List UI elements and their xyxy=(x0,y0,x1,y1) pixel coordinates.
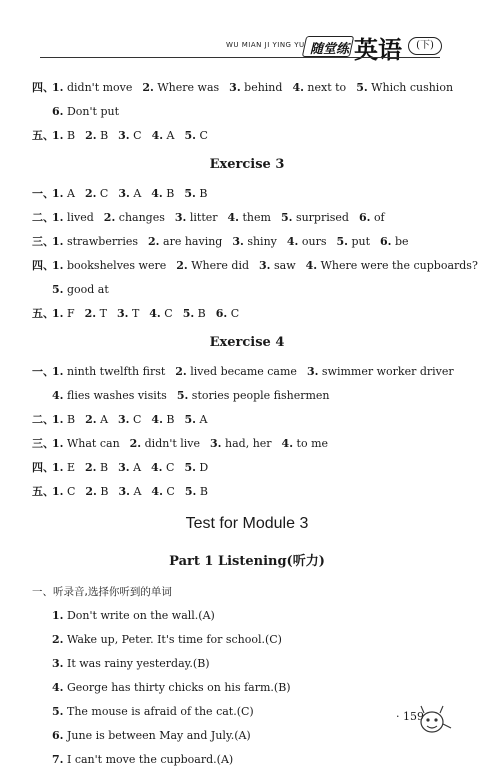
answer-number: 5. xyxy=(176,389,189,402)
answer-number: 5. xyxy=(336,235,348,248)
answer-item xyxy=(152,129,175,142)
item-number: 1. xyxy=(52,609,64,622)
section-label: 五、 xyxy=(32,129,54,142)
answer-number: 1. xyxy=(52,235,64,248)
answer-item xyxy=(52,485,75,498)
section-label: 五、 xyxy=(32,307,54,320)
answer-number: 2. xyxy=(85,485,97,498)
answer-number: 2. xyxy=(176,259,188,272)
answer-item xyxy=(176,259,249,272)
answer-number: 2. xyxy=(84,187,97,200)
answer-item xyxy=(185,129,208,142)
answer-number: 4. xyxy=(151,187,163,200)
answer-text: B xyxy=(100,461,109,474)
answer-item xyxy=(52,413,75,426)
answer-number: 5. xyxy=(184,187,196,200)
answer-item xyxy=(380,235,409,248)
logo-volume: (下) xyxy=(408,37,442,55)
answer-text: behind xyxy=(244,81,283,94)
answer-text: didn't live xyxy=(144,437,201,450)
section-label: 五、 xyxy=(32,485,54,498)
section-label: 三、 xyxy=(32,235,54,248)
answer-row xyxy=(32,432,462,456)
answer-text: strawberries xyxy=(66,235,139,248)
answer-text: What can xyxy=(66,437,120,450)
answer-number: 4. xyxy=(151,129,164,142)
answer-number: 4. xyxy=(151,461,163,474)
answer-number: 5. xyxy=(184,485,197,498)
answer-item xyxy=(118,129,141,142)
answer-text: B xyxy=(197,307,206,320)
answer-number: 3. xyxy=(174,211,187,224)
answer-item xyxy=(130,437,200,450)
answer-text: B xyxy=(166,413,175,426)
answer-content xyxy=(32,76,478,772)
answer-item xyxy=(52,365,165,378)
answer-text: flies washes visits xyxy=(66,389,167,402)
answer-number: 1. xyxy=(52,413,64,426)
answer-text: E xyxy=(66,461,76,474)
answer-text: F xyxy=(66,307,75,320)
answer-text: C xyxy=(66,485,76,498)
answer-text: are having xyxy=(163,235,223,248)
answer-item xyxy=(118,413,141,426)
answer-item xyxy=(118,461,141,474)
answer-item xyxy=(85,187,108,200)
answer-row-continued xyxy=(32,384,462,408)
answer-text: B xyxy=(100,485,109,498)
answer-text: saw xyxy=(274,259,296,272)
answer-item xyxy=(52,283,109,296)
answer-number: 6. xyxy=(380,235,392,248)
module-title: Test for Module 3 xyxy=(185,515,309,532)
answer-number: 4. xyxy=(151,485,163,498)
answer-text: Don't put xyxy=(66,105,119,118)
item-number: 5. xyxy=(52,705,64,718)
section-label: 四、 xyxy=(32,259,54,272)
answer-number: 1. xyxy=(52,211,64,224)
answer-text: D xyxy=(199,461,209,474)
answer-item xyxy=(104,211,165,224)
answer-number: 3. xyxy=(118,129,130,142)
section-label: 二、 xyxy=(32,413,54,426)
answer-text: A xyxy=(66,187,75,200)
item-text: The mouse is afraid of the cat.(C) xyxy=(66,705,254,718)
header-pinyin: WU MIAN JI YING YU xyxy=(226,41,305,49)
answer-text: lived became came xyxy=(190,365,297,378)
part-title: Part 1 Listening(听力) xyxy=(169,554,325,569)
answer-text: C xyxy=(230,307,240,320)
answer-text: C xyxy=(166,485,175,498)
answer-number: 1. xyxy=(52,307,64,320)
answer-number: 1. xyxy=(52,187,64,200)
answer-item xyxy=(359,211,385,224)
answer-number: 3. xyxy=(306,365,319,378)
exercise-heading: Exercise 3 xyxy=(209,157,285,172)
answer-row-continued xyxy=(32,278,462,302)
answer-row xyxy=(32,456,462,480)
listening-item xyxy=(32,676,462,700)
answer-text: bookshelves were xyxy=(66,259,167,272)
item-number: 6. xyxy=(52,729,64,742)
answer-number: 3. xyxy=(116,307,129,320)
answer-item xyxy=(151,485,174,498)
answer-item xyxy=(287,235,327,248)
answer-text: C xyxy=(133,129,142,142)
cartoon-mascot-icon xyxy=(412,702,454,736)
answer-text: T xyxy=(131,307,140,320)
answer-text: B xyxy=(166,187,175,200)
answer-number: 2. xyxy=(84,307,97,320)
answer-number: 5. xyxy=(280,211,293,224)
answer-text: Where was xyxy=(157,81,220,94)
answer-number: 3. xyxy=(259,259,271,272)
answer-number: 2. xyxy=(142,81,154,94)
answer-text: B xyxy=(100,129,109,142)
logo-brand: 随堂练 xyxy=(310,42,350,57)
answer-item xyxy=(292,81,346,94)
item-number: 3. xyxy=(52,657,64,670)
section-label: 三、 xyxy=(32,437,54,450)
answer-text: ours xyxy=(301,235,327,248)
item-number: 4. xyxy=(52,681,64,694)
answer-text: A xyxy=(166,129,175,142)
answer-text: changes xyxy=(118,211,165,224)
item-number: 2. xyxy=(52,633,64,646)
answer-item xyxy=(142,81,219,94)
answer-number: 4. xyxy=(52,389,64,402)
answer-number: 3. xyxy=(210,437,222,450)
answer-item xyxy=(52,211,94,224)
answer-item xyxy=(307,365,454,378)
listening-item xyxy=(32,748,462,772)
answer-row xyxy=(32,480,462,504)
item-text: George has thirty chicks on his farm.(B) xyxy=(66,681,291,694)
answer-item xyxy=(52,235,138,248)
answer-number: 2. xyxy=(85,413,97,426)
answer-number: 2. xyxy=(129,437,142,450)
answer-number: 1. xyxy=(52,485,64,498)
answer-number: 2. xyxy=(148,235,160,248)
answer-number: 1. xyxy=(52,365,64,378)
header-rule xyxy=(40,57,440,58)
answer-item xyxy=(52,389,167,402)
answer-item xyxy=(356,81,453,94)
section-instruction: 一、听录音,选择你听到的单词 xyxy=(32,586,172,598)
answer-number: 4. xyxy=(305,259,318,272)
answer-number: 1. xyxy=(52,461,64,474)
answer-item xyxy=(177,389,330,402)
answer-item xyxy=(232,235,277,248)
answer-text: shiny xyxy=(247,235,277,248)
answer-text: ninth twelfth first xyxy=(66,365,166,378)
answer-text: to me xyxy=(296,437,329,450)
answer-number: 5. xyxy=(184,129,196,142)
section-label: 二、 xyxy=(32,211,54,224)
answer-item xyxy=(118,485,141,498)
answer-number: 1. xyxy=(52,437,64,450)
answer-item xyxy=(52,461,75,474)
answer-item xyxy=(52,259,166,272)
answer-text: didn't move xyxy=(66,81,133,94)
answer-item xyxy=(216,307,239,320)
answer-item xyxy=(118,187,141,200)
listening-item xyxy=(32,652,462,676)
page-header xyxy=(0,10,500,72)
answer-number: 4. xyxy=(227,211,239,224)
answer-text: next to xyxy=(307,81,347,94)
answer-item xyxy=(85,307,107,320)
answer-item xyxy=(52,81,132,94)
item-number: 7. xyxy=(52,753,64,766)
answer-number: 4. xyxy=(151,413,163,426)
answer-text: Where were the cupboards? xyxy=(320,259,478,272)
logo-subject: 英语 xyxy=(354,36,402,64)
answer-row xyxy=(32,124,462,148)
section-label: 四、 xyxy=(32,461,54,474)
answer-item xyxy=(148,235,222,248)
answer-row xyxy=(32,206,462,230)
answer-text: B xyxy=(199,485,208,498)
answer-item xyxy=(85,461,108,474)
answer-number: 3. xyxy=(118,413,130,426)
answer-item xyxy=(282,437,328,450)
answer-number: 4. xyxy=(292,81,304,94)
answer-number: 2. xyxy=(85,461,97,474)
answer-number: 6. xyxy=(358,211,371,224)
answer-number: 3. xyxy=(118,485,130,498)
answer-row xyxy=(32,182,462,206)
answer-text: Where did xyxy=(191,259,250,272)
answer-number: 3. xyxy=(232,235,244,248)
answer-item xyxy=(52,105,119,118)
listening-item xyxy=(32,604,462,628)
answer-item xyxy=(184,461,208,474)
answer-item xyxy=(149,307,172,320)
item-text: June is between May and July.(A) xyxy=(66,729,251,742)
answer-row xyxy=(32,76,462,100)
section-label: 一、 xyxy=(32,187,54,200)
answer-text: C xyxy=(99,187,109,200)
item-text: Wake up, Peter. It's time for school.(C) xyxy=(66,633,282,646)
answer-text: had, her xyxy=(225,437,272,450)
answer-row xyxy=(32,360,462,384)
answer-text: C xyxy=(199,129,208,142)
answer-text: A xyxy=(100,413,109,426)
answer-number: 5. xyxy=(184,413,196,426)
answer-text: lived xyxy=(66,211,94,224)
answer-row xyxy=(32,230,462,254)
answer-number: 5. xyxy=(356,81,368,94)
answer-number: 1. xyxy=(52,259,64,272)
answer-item xyxy=(184,187,207,200)
answer-text: swimmer worker driver xyxy=(321,365,454,378)
item-text: It was rainy yesterday.(B) xyxy=(66,657,210,670)
answer-item xyxy=(306,259,478,272)
answer-row xyxy=(32,254,478,278)
answer-text: B xyxy=(66,129,76,142)
answer-item xyxy=(210,437,272,450)
answer-item xyxy=(151,461,174,474)
answer-text: A xyxy=(133,461,142,474)
answer-item xyxy=(185,485,208,498)
answer-text: C xyxy=(166,461,175,474)
answer-number: 3. xyxy=(229,81,241,94)
answer-text: C xyxy=(133,413,142,426)
answer-item xyxy=(229,81,282,94)
item-text: Don't write on the wall.(A) xyxy=(66,609,215,622)
answer-number: 4. xyxy=(281,437,294,450)
answer-item xyxy=(175,365,297,378)
answer-item xyxy=(259,259,296,272)
answer-text: litter xyxy=(189,211,218,224)
answer-number: 2. xyxy=(175,365,187,378)
answer-item xyxy=(117,307,139,320)
answer-text: A xyxy=(199,413,208,426)
page-number: · 159 xyxy=(396,710,424,723)
answer-text: A xyxy=(133,187,142,200)
answer-text: of xyxy=(373,211,385,224)
answer-number: 3. xyxy=(118,187,130,200)
answer-text: T xyxy=(99,307,107,320)
listening-item xyxy=(32,724,462,748)
answer-item xyxy=(175,211,218,224)
answer-item xyxy=(336,235,370,248)
answer-text: C xyxy=(164,307,173,320)
answer-item xyxy=(52,307,75,320)
answer-number: 5. xyxy=(52,283,64,296)
answer-text: Which cushion xyxy=(371,81,454,94)
answer-item xyxy=(183,307,206,320)
answer-number: 2. xyxy=(85,129,97,142)
answer-text: put xyxy=(351,235,371,248)
answer-row-continued xyxy=(32,100,462,124)
answer-text: A xyxy=(133,485,142,498)
item-text: I can't move the cupboard.(A) xyxy=(66,753,234,766)
answer-number: 5. xyxy=(182,307,195,320)
answer-item xyxy=(52,129,75,142)
answer-item xyxy=(85,413,108,426)
answer-number: 5. xyxy=(184,461,196,474)
answer-item xyxy=(85,485,108,498)
answer-number: 3. xyxy=(118,461,130,474)
answer-text: stories people fishermen xyxy=(191,389,330,402)
answer-number: 1. xyxy=(52,129,64,142)
answer-item xyxy=(151,413,174,426)
answer-item xyxy=(151,187,174,200)
answer-number: 4. xyxy=(286,235,299,248)
answer-item xyxy=(52,437,120,450)
answer-text: be xyxy=(395,235,409,248)
answer-text: B xyxy=(199,187,208,200)
answer-text: B xyxy=(66,413,76,426)
exercise-heading: Exercise 4 xyxy=(209,335,285,350)
answer-number: 6. xyxy=(52,105,64,118)
answer-number: 6. xyxy=(215,307,228,320)
answer-item xyxy=(281,211,349,224)
answer-text: surprised xyxy=(295,211,349,224)
answer-item xyxy=(52,187,75,200)
answer-text: good at xyxy=(66,283,109,296)
section-label: 一、 xyxy=(32,365,54,378)
answer-item xyxy=(185,413,208,426)
answer-number: 4. xyxy=(149,307,161,320)
answer-number: 2. xyxy=(103,211,116,224)
answer-row xyxy=(32,302,462,326)
listening-item xyxy=(32,628,462,652)
answer-row xyxy=(32,408,462,432)
answer-text: them xyxy=(242,211,271,224)
answer-number: 1. xyxy=(52,81,64,94)
answer-item xyxy=(85,129,108,142)
section-label: 四、 xyxy=(32,81,54,94)
answer-item xyxy=(228,211,271,224)
